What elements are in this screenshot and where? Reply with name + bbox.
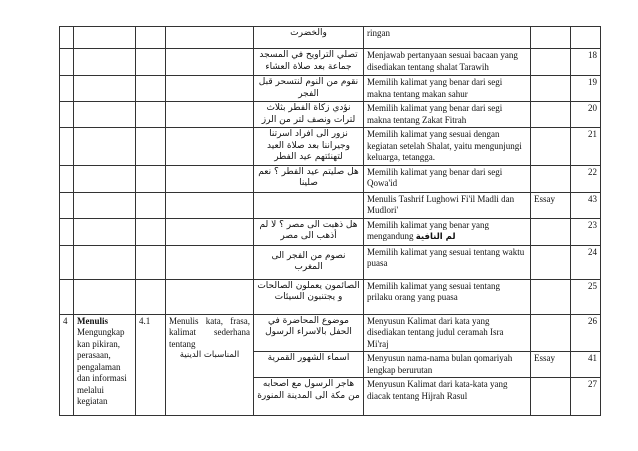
- table-row: [60, 165, 601, 192]
- cell-indicator: Memilih kalimat yang benar dari segi makna tentang makan sahur: [364, 76, 531, 102]
- sk-body: Mengungkap kan pikiran, perasaan, pengalaman dan informasi melalui kegiatan: [77, 327, 127, 406]
- cell-indicator: Menulis Tashrif Lughowi Fi'il Madli dan Mudlori': [364, 192, 531, 218]
- cell-form: [531, 245, 571, 279]
- cell-form: [531, 279, 571, 314]
- cell-material: الصائمون يعملون الصالحات و يجتنبون السيئات: [254, 279, 364, 314]
- cell-kd-number: [136, 27, 166, 49]
- cell-kd-number: [136, 279, 166, 314]
- cell-form: [531, 314, 571, 352]
- cell-item-no: 22: [571, 165, 601, 192]
- cell-kd: [166, 245, 254, 279]
- cell-form: Essay: [531, 192, 571, 218]
- cell-item-no: 19: [571, 76, 601, 102]
- cell-material: هاجر الرسول مع اصحابه من مكة الى المدينة المنورة: [254, 378, 364, 416]
- cell-indicator: Menyusun Kalimat dari kata-kata yang diacak tentang Hijrah Rasul: [364, 378, 531, 416]
- cell-kd: [166, 76, 254, 102]
- table-row: [60, 218, 601, 245]
- cell-material: نؤدي زكاة الفطر بثلاث لترات ونصف لتر من الرز: [254, 102, 364, 128]
- cell-material: نقوم من النوم لنتسحر قبل الفجر: [254, 76, 364, 102]
- cell-indicator: ringan: [364, 27, 531, 49]
- cell-sk: [74, 102, 136, 128]
- cell-indicator: [364, 218, 531, 245]
- table-row: [60, 76, 601, 102]
- table-row: [60, 314, 601, 352]
- cell-item-no: 24: [571, 245, 601, 279]
- kd-arabic: المناسبات الدينية: [179, 350, 240, 360]
- cell-sk: [74, 218, 136, 245]
- table-row: [60, 49, 601, 76]
- cell-item-no: 18: [571, 49, 601, 76]
- cell-indicator: Memilih kalimat yang sesuai dengan kegiatan setelah Shalat, yaitu mengunjungi keluarga, tetangga.: [364, 128, 531, 166]
- cell-sk: [74, 165, 136, 192]
- cell-indicator: Menjawab pertanyaan sesuai bacaan yang disediakan tentang shalat Tarawih: [364, 49, 531, 76]
- cell-kd-number: [136, 76, 166, 102]
- cell-form: [531, 49, 571, 76]
- table-row: [60, 279, 601, 314]
- cell-item-no: 21: [571, 128, 601, 166]
- cell-item-no: 41: [571, 352, 601, 378]
- cell-kd: [166, 49, 254, 76]
- cell-material: اسماء الشهور القمرية: [254, 352, 364, 378]
- cell-sk: [74, 128, 136, 166]
- cell-form: [531, 165, 571, 192]
- cell-material: نصوم من الفجر الى المغرب: [254, 245, 364, 279]
- cell-form: [531, 76, 571, 102]
- cell-item-no: [571, 27, 601, 49]
- cell-item-no: 20: [571, 102, 601, 128]
- cell-sk-number: [60, 279, 74, 314]
- cell-sk-number: [60, 49, 74, 76]
- cell-item-no: 25: [571, 279, 601, 314]
- cell-kd-number: [136, 218, 166, 245]
- cell-material: موضوع المحاضرة في الحفل بالاسراء الرسول: [254, 314, 364, 352]
- cell-sk-number: [60, 245, 74, 279]
- cell-indicator: Memilih kalimat yang sesuai tentang prilaku orang yang puasa: [364, 279, 531, 314]
- cell-kd-number: [136, 49, 166, 76]
- arabic-term: لم النافية: [415, 232, 456, 242]
- cell-material: تصلي التراويح في المسجد جماعة بعد صلاة العشاء: [254, 49, 364, 76]
- cell-form: [531, 102, 571, 128]
- cell-sk-number: [60, 218, 74, 245]
- cell-indicator: Memilih kalimat yang benar dari segi makna tentang Zakat Fitrah: [364, 102, 531, 128]
- cell-kd-number: 4.1: [136, 314, 166, 416]
- cell-kd: [166, 279, 254, 314]
- grid-table: [59, 26, 601, 416]
- cell-kd-number: [136, 128, 166, 166]
- cell-sk-number: [60, 27, 74, 49]
- cell-sk-number: [60, 192, 74, 218]
- cell-indicator: Memilih kalimat yang sesuai tentang waktu puasa: [364, 245, 531, 279]
- table-row: [60, 192, 601, 218]
- table-row: [60, 27, 601, 49]
- cell-indicator: Menyusun nama-nama bulan qomariyah lengkap berurutan: [364, 352, 531, 378]
- cell-item-no: 26: [571, 314, 601, 352]
- cell-material: هل صليتم عيد الفطر ؟ نعم صلينا: [254, 165, 364, 192]
- cell-form: [531, 128, 571, 166]
- cell-material: هل ذهبت الى مصر ؟ لا لم أذهب الى مصر: [254, 218, 364, 245]
- cell-kd: [166, 314, 254, 416]
- cell-kd-number: [136, 245, 166, 279]
- cell-kd-number: [136, 165, 166, 192]
- cell-sk-number: [60, 128, 74, 166]
- cell-kd: [166, 165, 254, 192]
- cell-sk: [74, 49, 136, 76]
- cell-sk: [74, 27, 136, 49]
- cell-item-no: 43: [571, 192, 601, 218]
- cell-material: والخضرت: [254, 27, 364, 49]
- table-row: [60, 245, 601, 279]
- cell-sk: [74, 279, 136, 314]
- cell-form: Essay: [531, 352, 571, 378]
- cell-item-no: 27: [571, 378, 601, 416]
- cell-indicator: Memilih kalimat yang benar dari segi Qowa'id: [364, 165, 531, 192]
- cell-kd-number: [136, 192, 166, 218]
- cell-material: [254, 192, 364, 218]
- cell-sk: [74, 314, 136, 416]
- cell-indicator: Menyusun Kalimat dari kata yang disediakan tentang judul ceramah Isra Mi'raj: [364, 314, 531, 352]
- cell-kd: [166, 27, 254, 49]
- table-row: [60, 102, 601, 128]
- cell-kd: [166, 102, 254, 128]
- cell-form: [531, 27, 571, 49]
- cell-sk-number: [60, 102, 74, 128]
- cell-sk: [74, 245, 136, 279]
- indicator-text: Memilih kalimat yang benar yang mengandung: [367, 219, 489, 241]
- table-row: [60, 128, 601, 166]
- cell-item-no: 23: [571, 218, 601, 245]
- cell-kd: [166, 218, 254, 245]
- cell-form: [531, 218, 571, 245]
- cell-form: [531, 378, 571, 416]
- sk-title: Menulis: [77, 315, 109, 326]
- cell-kd-number: [136, 102, 166, 128]
- cell-kd: [166, 128, 254, 166]
- cell-sk-number: [60, 76, 74, 102]
- kd-body: Menulis kata, frasa, kalimat sederhana tentang: [169, 315, 250, 349]
- cell-sk-number: 4: [60, 314, 74, 416]
- cell-material: نزور الى افراد اسرتنا وجيراننا بعد صلاة العيد لتهنئتهم عيد الفطر: [254, 128, 364, 166]
- cell-kd: [166, 192, 254, 218]
- cell-sk: [74, 192, 136, 218]
- cell-sk: [74, 76, 136, 102]
- cell-sk-number: [60, 165, 74, 192]
